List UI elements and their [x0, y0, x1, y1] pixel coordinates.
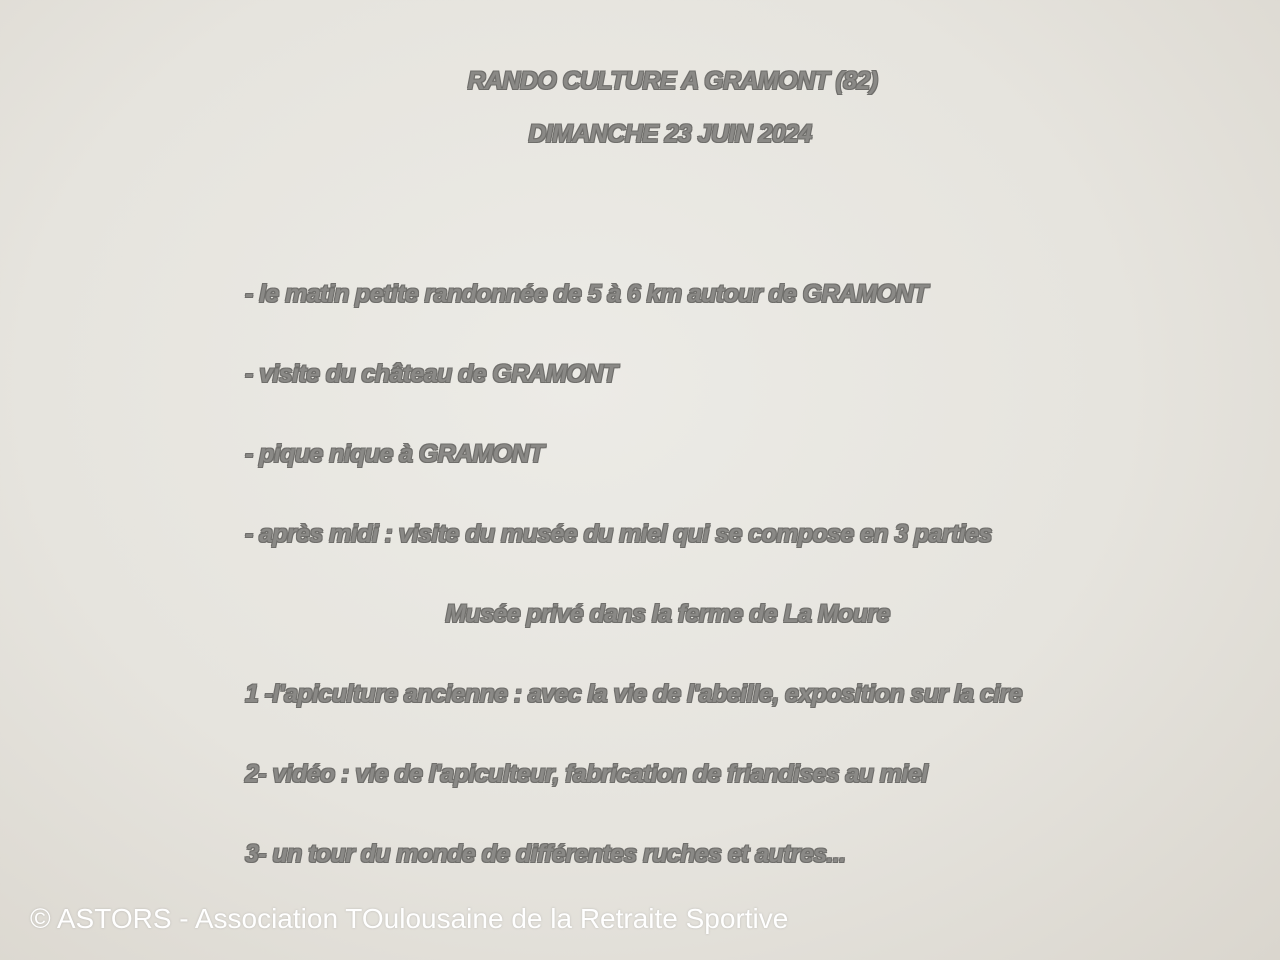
- document-title: RANDO CULTURE A GRAMONT (82): [467, 67, 878, 95]
- museum-part: 3- un tour du monde de différentes ruches et autres...: [245, 840, 846, 868]
- program-item: - après midi : visite du musée du miel qui se compose en 3 parties: [245, 520, 992, 548]
- program-item: - visite du château de GRAMONT: [245, 360, 618, 388]
- copyright-watermark: © ASTORS - Association TOulousaine de la Retraite Sportive: [30, 903, 789, 934]
- program-item: - le matin petite randonnée de 5 à 6 km autour de GRAMONT: [245, 280, 928, 308]
- event-date: DIMANCHE 23 JUIN 2024: [528, 120, 812, 148]
- museum-heading: Musée privé dans la ferme de La Moure: [445, 600, 890, 628]
- museum-part: 2- vidéo : vie de l'apiculteur, fabrication de friandises au miel: [245, 760, 928, 788]
- museum-part: 1 -l'apiculture ancienne : avec la vie de l'abeille, exposition sur la cire: [245, 680, 1022, 708]
- program-item: - pique nique à GRAMONT: [245, 440, 544, 468]
